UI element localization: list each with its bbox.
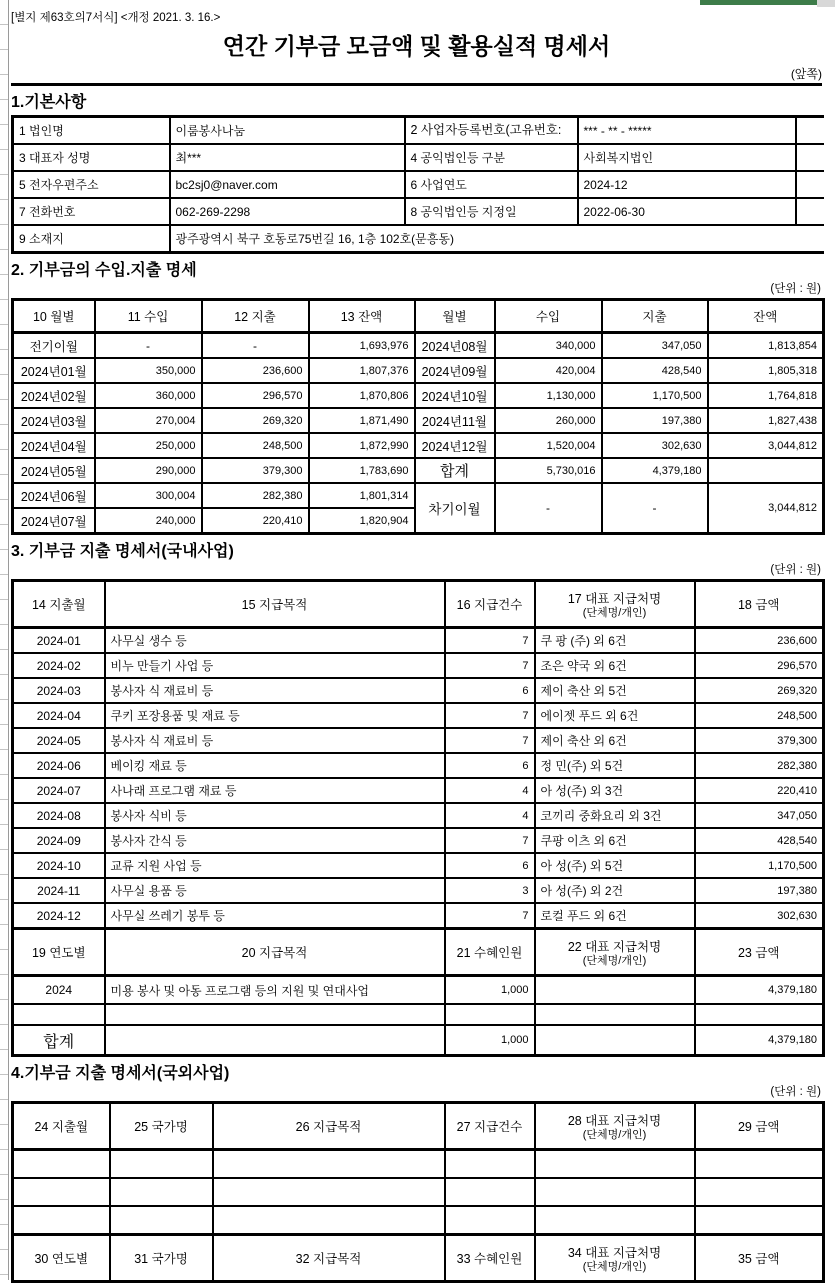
count-cell: 6 [445, 753, 535, 778]
expense-cell: 220,410 [202, 508, 309, 534]
payee-cell: 쿠 팡 (주) 외 6건 [535, 628, 695, 654]
expense-cell: 1,170,500 [602, 383, 708, 408]
empty-cell [13, 1150, 110, 1179]
table-row [13, 628, 824, 654]
payee-cell: 에이젯 푸드 외 6건 [535, 703, 695, 728]
month-cell: 2024-12 [13, 903, 105, 929]
table-row [13, 483, 824, 508]
month-cell: 2024-01 [13, 628, 105, 654]
table-row [13, 458, 824, 483]
section2-heading: 2. 기부금의 수입.지출 명세 [11, 262, 197, 279]
amount-cell: 282,380 [695, 753, 824, 778]
balance-cell: 1,693,976 [309, 333, 415, 359]
beneficiary-total-cell: 1,000 [445, 1025, 535, 1056]
column-header: 13 잔액 [309, 300, 415, 333]
spreadsheet-edge-gridlines [0, 0, 9, 1280]
count-cell: 4 [445, 778, 535, 803]
table-row [13, 333, 824, 359]
amount-cell: 220,410 [695, 778, 824, 803]
field-label: 4 공익법인등 구분 [405, 144, 578, 171]
count-cell: 7 [445, 903, 535, 929]
month-cell: 2024-06 [13, 753, 105, 778]
column-header: 12 지출 [202, 300, 309, 333]
balance-cell: 1,801,314 [309, 483, 415, 508]
field-label: 6 사업연도 [405, 171, 578, 198]
balance-cell: 1,783,690 [309, 458, 415, 483]
column-header [535, 581, 695, 628]
beneficiary-cell: 1,000 [445, 976, 535, 1005]
unit-label: (단위 : 원) [770, 1086, 821, 1098]
count-cell: 4 [445, 803, 535, 828]
income-cell: 260,000 [495, 408, 602, 433]
column-header: 수입 [495, 300, 602, 333]
column-header: 20 지급목적 [105, 929, 445, 976]
month-cell: 2024년04월 [13, 433, 95, 458]
table-row [13, 1025, 824, 1056]
empty-cell [213, 1206, 445, 1235]
table-row [13, 144, 824, 171]
section4-heading: 4.기부금 지출 명세서(국외사업) [11, 1065, 230, 1082]
column-header: 10 월별 [13, 300, 95, 333]
balance-cell: 1,820,904 [309, 508, 415, 534]
income-cell: 350,000 [95, 358, 202, 383]
header-row [13, 581, 824, 628]
amount-cell: 296,570 [695, 653, 824, 678]
empty-cell [695, 1178, 824, 1206]
field-label: 1 법인명 [13, 117, 170, 145]
expense-cell: 248,500 [202, 433, 309, 458]
table-row [13, 878, 824, 903]
expense-cell: 269,320 [202, 408, 309, 433]
carryover-balance-cell: 3,044,812 [708, 483, 824, 534]
payee-cell: 제이 축산 외 5건 [535, 678, 695, 703]
expense-cell: 236,600 [202, 358, 309, 383]
header-subline: (단체명/개인) [582, 606, 647, 619]
balance-cell: 3,044,812 [708, 433, 824, 458]
count-cell: 7 [445, 628, 535, 654]
table-row [13, 778, 824, 803]
month-cell: 2024년07월 [13, 508, 95, 534]
expense-cell: 282,380 [202, 483, 309, 508]
column-header: 15 지급목적 [105, 581, 445, 628]
year-cell: 2024 [13, 976, 105, 1005]
month-cell: 2024년10월 [415, 383, 495, 408]
empty-cell [213, 1178, 445, 1206]
amount-cell: 4,379,180 [695, 976, 824, 1005]
month-cell: 2024-05 [13, 728, 105, 753]
month-cell: 2024년11월 [415, 408, 495, 433]
table-row [13, 358, 824, 383]
payee-cell: 쿠팡 이츠 외 6건 [535, 828, 695, 853]
empty-cell [695, 1206, 824, 1235]
header-row [13, 300, 824, 333]
empty-cell [796, 198, 824, 225]
payee-cell [535, 976, 695, 1005]
count-cell: 7 [445, 653, 535, 678]
amount-total-cell: 4,379,180 [695, 1025, 824, 1056]
table-row [13, 1178, 824, 1206]
field-label: 9 소재지 [13, 225, 170, 253]
month-cell: 2024년01월 [13, 358, 95, 383]
month-cell: 2024-10 [13, 853, 105, 878]
table-row [13, 976, 824, 1005]
month-cell: 2024년03월 [13, 408, 95, 433]
table-row [13, 678, 824, 703]
column-header [535, 1235, 695, 1282]
income-cell: 420,004 [495, 358, 602, 383]
column-header: 지출 [602, 300, 708, 333]
payee-cell: 아 성(주) 외 3건 [535, 778, 695, 803]
month-cell: 2024년02월 [13, 383, 95, 408]
count-cell: 3 [445, 878, 535, 903]
income-cell: 240,000 [95, 508, 202, 534]
table-row [13, 803, 824, 828]
empty-cell [535, 1004, 695, 1025]
expense-cell: 296,570 [202, 383, 309, 408]
purpose-cell: 봉사자 간식 등 [105, 828, 445, 853]
column-header: 24 지출월 [13, 1103, 110, 1150]
table-row [13, 433, 824, 458]
column-header: 25 국가명 [110, 1103, 213, 1150]
table-row [13, 728, 824, 753]
income-total-cell: 5,730,016 [495, 458, 602, 483]
month-cell: 2024년05월 [13, 458, 95, 483]
month-cell: 2024년09월 [415, 358, 495, 383]
empty-cell [213, 1150, 445, 1179]
empty-cell [535, 1025, 695, 1056]
balance-cell: 1,807,376 [309, 358, 415, 383]
empty-cell [535, 1150, 695, 1179]
domestic-expense-table [11, 579, 825, 1057]
form-page [11, 0, 822, 1283]
month-cell: 2024-07 [13, 778, 105, 803]
purpose-cell: 미용 봉사 및 아동 프로그램 등의 지원 및 연대사업 [105, 976, 445, 1005]
count-cell: 6 [445, 678, 535, 703]
table-row [13, 408, 824, 433]
empty-cell [796, 144, 824, 171]
field-label: 3 대표자 성명 [13, 144, 170, 171]
income-cell: 300,004 [95, 483, 202, 508]
count-cell: 7 [445, 828, 535, 853]
expense-cell: 428,540 [602, 358, 708, 383]
purpose-cell: 비누 만들기 사업 등 [105, 653, 445, 678]
count-cell: 7 [445, 728, 535, 753]
empty-cell [110, 1150, 213, 1179]
income-cell: 270,004 [95, 408, 202, 433]
balance-cell: 1,827,438 [708, 408, 824, 433]
purpose-cell: 교류 지원 사업 등 [105, 853, 445, 878]
column-header: 14 지출월 [13, 581, 105, 628]
column-header: 32 지급목적 [213, 1235, 445, 1282]
table-row [13, 653, 824, 678]
header-row [13, 1235, 824, 1282]
section1-heading: 1.기본사항 [11, 94, 87, 111]
table-row [13, 117, 824, 145]
field-label: 5 전자우편주소 [13, 171, 170, 198]
income-cell: 290,000 [95, 458, 202, 483]
field-value: bc2sj0@naver.com [170, 171, 405, 198]
divider [11, 83, 822, 86]
table-row [13, 828, 824, 853]
empty-cell [13, 1178, 110, 1206]
income-cell: 360,000 [95, 383, 202, 408]
column-header: 18 금액 [695, 581, 824, 628]
purpose-cell: 사무실 쓰레기 봉투 등 [105, 903, 445, 929]
empty-cell [796, 171, 824, 198]
section3-heading: 3. 기부금 지출 명세서(국내사업) [11, 543, 234, 560]
table-row [13, 1150, 824, 1179]
empty-cell [695, 1004, 824, 1025]
empty-cell [110, 1178, 213, 1206]
field-value: 최*** [170, 144, 405, 171]
income-cell: 1,130,000 [495, 383, 602, 408]
month-cell: 2024-11 [13, 878, 105, 903]
header-subline: (단체명/개인) [582, 1128, 647, 1141]
column-header: 잔액 [708, 300, 824, 333]
header-subline: (단체명/개인) [582, 1260, 647, 1273]
column-header: 27 지급건수 [445, 1103, 535, 1150]
total-label-cell: 합계 [13, 1025, 105, 1056]
empty-cell [105, 1004, 445, 1025]
payee-cell: 로컬 푸드 외 6건 [535, 903, 695, 929]
column-header: 35 금액 [695, 1235, 824, 1282]
expense-total-cell: 4,379,180 [602, 458, 708, 483]
table-row [13, 753, 824, 778]
month-cell: 2024-02 [13, 653, 105, 678]
purpose-cell: 사무실 용품 등 [105, 878, 445, 903]
column-header: 30 연도별 [13, 1235, 110, 1282]
purpose-cell: 봉사자 식 재료비 등 [105, 678, 445, 703]
month-cell: 2024-08 [13, 803, 105, 828]
column-header [535, 929, 695, 976]
month-cell: 2024-04 [13, 703, 105, 728]
table-row [13, 383, 824, 408]
unit-label: (단위 : 원) [770, 564, 821, 576]
expense-cell: 379,300 [202, 458, 309, 483]
field-value: 이룸봉사나눔 [170, 117, 405, 145]
month-cell: 2024년08월 [415, 333, 495, 359]
header-row [13, 1103, 824, 1150]
column-header: 19 연도별 [13, 929, 105, 976]
month-cell: 2024-09 [13, 828, 105, 853]
column-header: 29 금액 [695, 1103, 824, 1150]
payee-cell: 제이 축산 외 6건 [535, 728, 695, 753]
empty-cell [445, 1004, 535, 1025]
empty-cell [13, 1004, 105, 1025]
table-row [13, 903, 824, 929]
payee-cell: 아 성(주) 외 5건 [535, 853, 695, 878]
table-row [13, 1206, 824, 1235]
amount-cell: 236,600 [695, 628, 824, 654]
empty-cell [535, 1206, 695, 1235]
header-subline: (단체명/개인) [582, 954, 647, 967]
page-title: 연간 기부금 모금액 및 활용실적 명세서 [222, 33, 611, 59]
column-header: 23 금액 [695, 929, 824, 976]
overseas-expense-table [11, 1101, 825, 1283]
header-line: 34 대표 지급처명 [567, 1245, 662, 1260]
expense-cell: 347,050 [602, 333, 708, 359]
balance-cell: 1,871,490 [309, 408, 415, 433]
column-header [535, 1103, 695, 1150]
empty-cell [445, 1178, 535, 1206]
amount-cell: 269,320 [695, 678, 824, 703]
table-row [13, 198, 824, 225]
total-label-cell: 합계 [415, 458, 495, 483]
carryover-income-cell: - [495, 483, 602, 534]
table-row [13, 1004, 824, 1025]
column-header: 16 지급건수 [445, 581, 535, 628]
empty-cell [535, 1178, 695, 1206]
amount-cell: 302,630 [695, 903, 824, 929]
income-cell: 1,520,004 [495, 433, 602, 458]
table-row [13, 853, 824, 878]
field-value: *** - ** - ***** [578, 117, 796, 145]
month-cell: 전기이월 [13, 333, 95, 359]
column-header: 33 수혜인원 [445, 1235, 535, 1282]
income-cell: 250,000 [95, 433, 202, 458]
purpose-cell: 쿠키 포장용품 및 재료 등 [105, 703, 445, 728]
carryover-label-cell: 차기이월 [415, 483, 495, 534]
field-value: 광주광역시 북구 호동로75번길 16, 1층 102호(문흥동) [170, 225, 824, 253]
field-label: 7 전화번호 [13, 198, 170, 225]
count-cell: 7 [445, 703, 535, 728]
payee-cell: 조은 약국 외 6건 [535, 653, 695, 678]
table-row [13, 225, 824, 253]
column-header: 31 국가명 [110, 1235, 213, 1282]
month-cell: 2024-03 [13, 678, 105, 703]
expense-cell: - [202, 333, 309, 359]
payee-cell: 아 성(주) 외 2건 [535, 878, 695, 903]
balance-cell: 1,813,854 [708, 333, 824, 359]
table-row [13, 171, 824, 198]
empty-cell [796, 117, 824, 145]
header-line: 28 대표 지급처명 [567, 1113, 662, 1128]
purpose-cell: 사나래 프로그램 재료 등 [105, 778, 445, 803]
field-value: 2024-12 [578, 171, 796, 198]
amount-cell: 347,050 [695, 803, 824, 828]
form-number-note: [별지 제63호의7서식] <개정 2021. 3. 16.> [11, 12, 221, 24]
income-cell: 340,000 [495, 333, 602, 359]
empty-cell [445, 1150, 535, 1179]
empty-cell [13, 1206, 110, 1235]
amount-cell: 1,170,500 [695, 853, 824, 878]
expense-cell: 302,630 [602, 433, 708, 458]
basic-info-table [11, 115, 824, 254]
front-side-label: (앞쪽) [790, 67, 822, 81]
header-row [13, 929, 824, 976]
unit-label: (단위 : 원) [770, 283, 821, 295]
empty-cell [105, 1025, 445, 1056]
column-header: 11 수입 [95, 300, 202, 333]
month-cell: 2024년12월 [415, 433, 495, 458]
month-cell: 2024년06월 [13, 483, 95, 508]
income-expense-table [11, 298, 825, 535]
empty-cell [445, 1206, 535, 1235]
table-row [13, 703, 824, 728]
amount-cell: 428,540 [695, 828, 824, 853]
field-value: 2022-06-30 [578, 198, 796, 225]
payee-cell: 정 민(주) 외 5건 [535, 753, 695, 778]
purpose-cell: 사무실 생수 등 [105, 628, 445, 654]
column-header: 월별 [415, 300, 495, 333]
purpose-cell: 봉사자 식비 등 [105, 803, 445, 828]
field-label: 2 사업자등록번호(고유번호: [405, 117, 578, 145]
payee-cell: 코끼리 중화요리 외 3건 [535, 803, 695, 828]
amount-cell: 248,500 [695, 703, 824, 728]
column-header: 26 지급목적 [213, 1103, 445, 1150]
field-label: 8 공익법인등 지정일 [405, 198, 578, 225]
empty-cell [695, 1150, 824, 1179]
amount-cell: 379,300 [695, 728, 824, 753]
carryover-expense-cell: - [602, 483, 708, 534]
field-value: 사회복지법인 [578, 144, 796, 171]
purpose-cell: 봉사자 식 재료비 등 [105, 728, 445, 753]
balance-cell [708, 458, 824, 483]
expense-cell: 197,380 [602, 408, 708, 433]
balance-cell: 1,764,818 [708, 383, 824, 408]
purpose-cell: 베이킹 재료 등 [105, 753, 445, 778]
header-line: 22 대표 지급처명 [567, 939, 662, 954]
count-cell: 6 [445, 853, 535, 878]
balance-cell: 1,870,806 [309, 383, 415, 408]
field-value: 062-269-2298 [170, 198, 405, 225]
amount-cell: 197,380 [695, 878, 824, 903]
column-header: 21 수혜인원 [445, 929, 535, 976]
empty-cell [110, 1206, 213, 1235]
header-line: 17 대표 지급처명 [567, 591, 662, 606]
balance-cell: 1,872,990 [309, 433, 415, 458]
balance-cell: 1,805,318 [708, 358, 824, 383]
income-cell: - [95, 333, 202, 359]
